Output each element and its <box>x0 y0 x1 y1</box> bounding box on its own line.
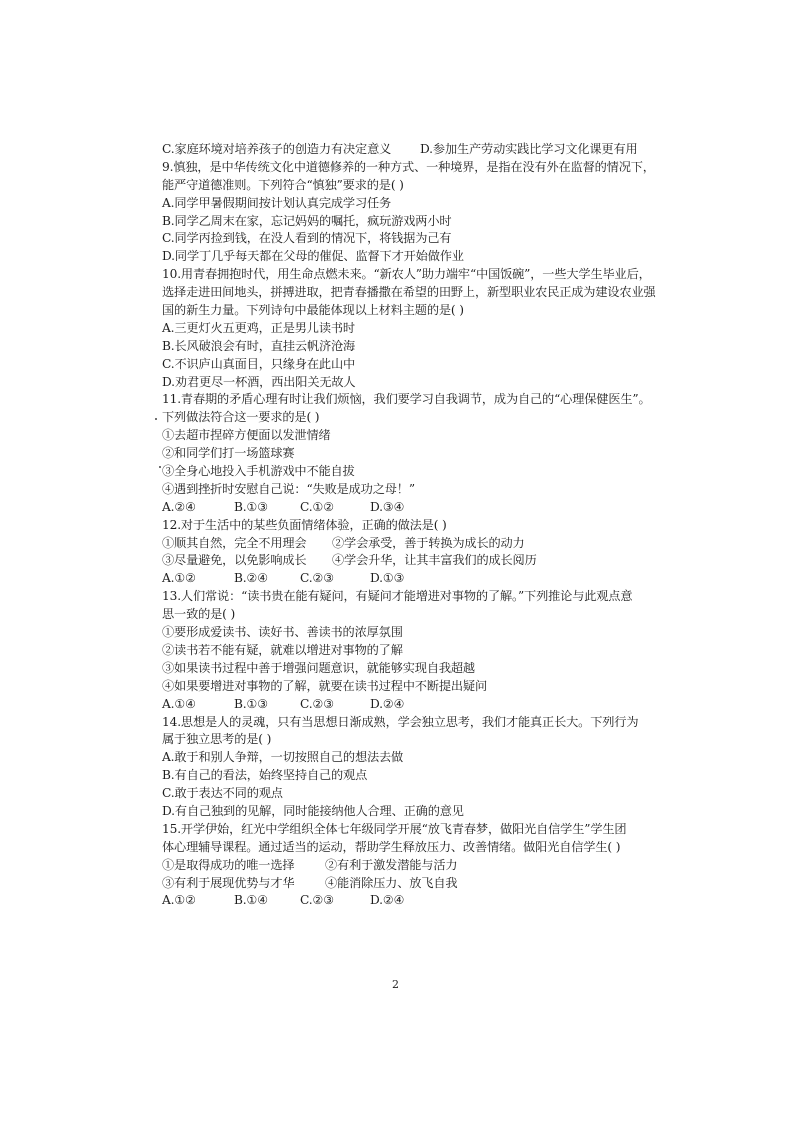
q11-item-1: ①去超市捏碎方便面以发泄情绪 <box>162 428 331 443</box>
q13-stem-line1: 13.人们常说：“读书贵在能有疑问，有疑问才能增进对事物的了解。”下列推论与此观点意 <box>162 589 633 604</box>
q10-option-d: D.劝君更尽一杯酒，西出阳关无故人 <box>162 374 356 389</box>
q13-item-3: ③如果读书过程中善于增强问题意识，就能够实现自我超越 <box>162 660 475 675</box>
q15-items-12 <box>162 857 648 875</box>
q14-option-a: A.敢于和别人争辩，一切按照自己的想法去做 <box>162 750 404 765</box>
q12-stem: 12.对于生活中的某些负面情绪体验，正确的做法是( ) <box>162 517 447 532</box>
q11-item-4: ④遇到挫折时安慰自己说：“失败是成功之母！” <box>162 481 415 496</box>
q15-item-3: ③有利于展现优势与才华 <box>162 875 295 890</box>
q10-option-a: A.三更灯火五更鸡，正是男儿读书时 <box>162 320 355 335</box>
q11-answer-d: D.③④ <box>370 499 405 514</box>
q12-item-3: ③尽量避免，以免影响成长 <box>162 553 307 568</box>
scan-speck <box>159 466 161 468</box>
q14-option-c: C.敢于表达不同的观点 <box>162 786 283 801</box>
q11-answer-c: C.①② <box>300 499 335 514</box>
q15-answer-b: B.①④ <box>234 893 269 908</box>
q10-option-c: C.不识庐山真面目，只缘身在此山中 <box>162 356 356 371</box>
q11-stem-line1: 11.青春期的矛盾心理有时让我们烦恼，我们要学习自我调节，成为自己的“心理保健医生”。 <box>162 392 651 407</box>
q11-answers <box>162 499 648 517</box>
q11-stem-line2: 下列做法符合这一要求的是( ) <box>162 410 320 425</box>
q10-option-b: B.长风破浪会有时，直挂云帆济沧海 <box>162 338 356 353</box>
q13-stem-line2: 思一致的是( ) <box>162 607 236 622</box>
q9-option-c: C.同学丙捡到钱，在没人看到的情况下，将钱据为己有 <box>162 231 452 246</box>
q10-stem-line2: 选择走进田间地头，拼搏进取，把青春播撒在希望的田野上，新型职业农民正成为建设农业强 <box>162 285 656 300</box>
q11-item-2: ②和同学们打一场篮球赛 <box>162 446 295 461</box>
scan-speck <box>155 418 157 420</box>
q15-answer-a: A.①② <box>162 893 196 908</box>
q13-item-4: ④如果要增进对事物的了解，就要在读书过程中不断提出疑问 <box>162 678 488 693</box>
q15-answer-c: C.②③ <box>300 893 335 908</box>
q12-items-12 <box>162 535 648 553</box>
q12-answer-b: B.②④ <box>234 571 269 586</box>
q12-answer-a: A.①② <box>162 571 196 586</box>
q15-answers <box>162 892 648 910</box>
q13-answers <box>162 696 648 714</box>
q12-item-2: ②学会承受，善于转换为成长的动力 <box>332 535 525 550</box>
q9-option-b: B.同学乙周末在家，忘记妈妈的嘱托，疯玩游戏两小时 <box>162 213 452 228</box>
q12-item-1: ①顺其自然，完全不用理会 <box>162 535 307 550</box>
q9-stem-line1: 9.慎独，是中华传统文化中道德修养的一种方式、一种境界，是指在没有外在监督的情况下， <box>162 159 655 174</box>
q13-answer-d: D.②④ <box>370 696 405 711</box>
exam-content <box>162 141 656 910</box>
q13-answer-c: C.②③ <box>300 696 335 711</box>
page-number: 2 <box>392 978 399 991</box>
q15-item-2: ②有利于激发潜能与活力 <box>325 857 458 872</box>
q15-stem-line2: 体心理辅导课程。通过适当的运动，帮助学生释放压力、改善情绪。做阳光自信学生( ) <box>162 839 621 854</box>
q13-answer-a: A.①④ <box>162 696 196 711</box>
q11-item-3: ③全身心地投入手机游戏中不能自拔 <box>162 464 355 479</box>
q9-option-a: A.同学甲暑假期间按计划认真完成学习任务 <box>162 195 392 210</box>
q14-option-b: B.有自己的看法，始终坚持自己的观点 <box>162 768 368 783</box>
q14-stem-line1: 14.思想是人的灵魂，只有当思想日渐成熟，学会独立思考，我们才能真正长大。下列行为 <box>162 714 639 729</box>
q12-answers <box>162 570 648 588</box>
q9-stem-line2: 能严守道德准则。下列符合“慎独”要求的是( ) <box>162 177 404 192</box>
q8-option-c: C.家庭环境对培养孩子的创造力有决定意义 <box>162 142 392 156</box>
q11-answer-a: A.②④ <box>162 499 196 514</box>
q13-item-2: ②读书若不能有疑，就难以增进对事物的了解 <box>162 642 403 657</box>
q15-answer-d: D.②④ <box>370 893 405 908</box>
q8-option-d: D.参加生产劳动实践比学习文化课更有用 <box>420 142 638 156</box>
q10-stem-line1: 10.用青春拥抱时代，用生命点燃未来。“新农人”助力端牢“中国饭碗”，一些大学生毕业后， <box>162 267 651 282</box>
q15-stem-line1: 15.开学伊始，红光中学组织全体七年级同学开展“放飞青春梦，做阳光自信学生”学生团 <box>162 821 627 836</box>
q14-option-d: D.有自己独到的见解，同时能接纳他人合理、正确的意见 <box>162 803 464 818</box>
q12-answer-d: D.①③ <box>370 571 405 586</box>
q12-items-34 <box>162 552 648 570</box>
q15-item-1: ①是取得成功的唯一选择 <box>162 857 295 872</box>
q13-item-1: ①要形成爱读书、读好书、善读书的浓厚氛围 <box>162 625 403 640</box>
q12-item-4: ④学会升华，让其丰富我们的成长阅历 <box>332 553 537 568</box>
q15-item-4: ④能消除压力、放飞自我 <box>325 875 458 890</box>
q12-answer-c: C.②③ <box>300 571 335 586</box>
q15-items-34 <box>162 875 648 893</box>
q9-option-d: D.同学丁几乎每天都在父母的催促、监督下才开始做作业 <box>162 249 464 264</box>
q8-options-cd <box>162 141 648 159</box>
q13-answer-b: B.①③ <box>234 696 269 711</box>
q14-stem-line2: 属于独立思考的是( ) <box>162 732 272 747</box>
q10-stem-line3: 国的新生力量。下列诗句中最能体现以上材料主题的是( ) <box>162 303 464 318</box>
q11-answer-b: B.①③ <box>234 499 269 514</box>
